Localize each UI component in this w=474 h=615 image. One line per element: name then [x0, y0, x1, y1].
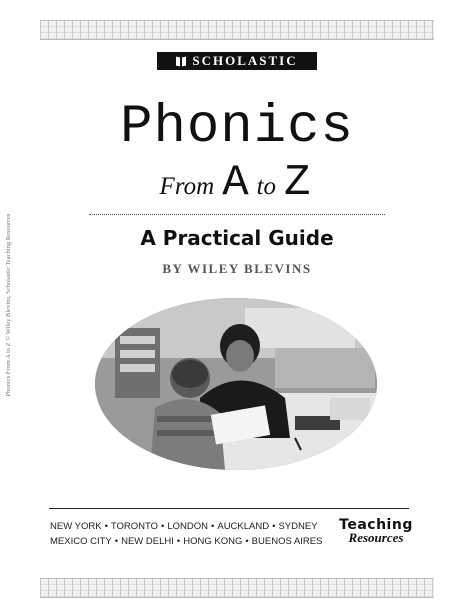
title-letter-a: A — [222, 158, 249, 208]
bottom-divider — [49, 508, 409, 509]
decorative-border-top — [40, 20, 434, 40]
city: TORONTO — [110, 521, 159, 532]
city-separator: • — [272, 521, 276, 532]
city: LONDON — [167, 521, 209, 532]
city: BUENOS AIRES — [251, 535, 323, 547]
title-to: to — [256, 173, 277, 200]
scholastic-logo — [157, 52, 317, 70]
city: AUCKLAND — [217, 521, 270, 532]
author-line: BY WILEY BLEVINS — [162, 261, 312, 276]
city-separator: • — [104, 521, 108, 532]
city: NEW YORK — [50, 521, 102, 532]
city-separator: • — [161, 521, 165, 532]
teaching-resources-logo — [330, 517, 422, 546]
book-title: Phonics — [120, 97, 354, 158]
title-from: From — [159, 173, 215, 200]
city: MEXICO CITY — [50, 535, 112, 547]
logo-text: SCHOLASTIC — [192, 53, 298, 68]
imprint-line-2: Resources — [348, 530, 404, 545]
cities-row-1 — [50, 520, 335, 535]
city: HONG KONG — [183, 535, 243, 547]
publisher-cities — [50, 520, 335, 549]
book-subtitle: A Practical Guide — [140, 226, 334, 250]
cover-photo — [95, 298, 377, 470]
title-subline — [0, 158, 474, 208]
cities-row-2 — [50, 535, 335, 550]
dotted-divider — [89, 214, 385, 215]
classroom-photo-illustration — [95, 298, 377, 470]
city: NEW DELHI — [121, 535, 174, 547]
city-separator: • — [211, 521, 215, 532]
city-separator: • — [176, 535, 181, 547]
decorative-border-bottom — [40, 578, 434, 598]
imprint-line-1: Teaching — [339, 517, 413, 533]
city-separator: • — [245, 535, 249, 547]
title-letter-z: Z — [284, 158, 311, 208]
book-icon — [176, 57, 186, 66]
side-credit: Phonics From A to Z © Wiley Blevins, Scholastic Teaching Resources — [5, 213, 12, 397]
city: SYDNEY — [278, 521, 318, 532]
city-separator: • — [114, 535, 119, 547]
